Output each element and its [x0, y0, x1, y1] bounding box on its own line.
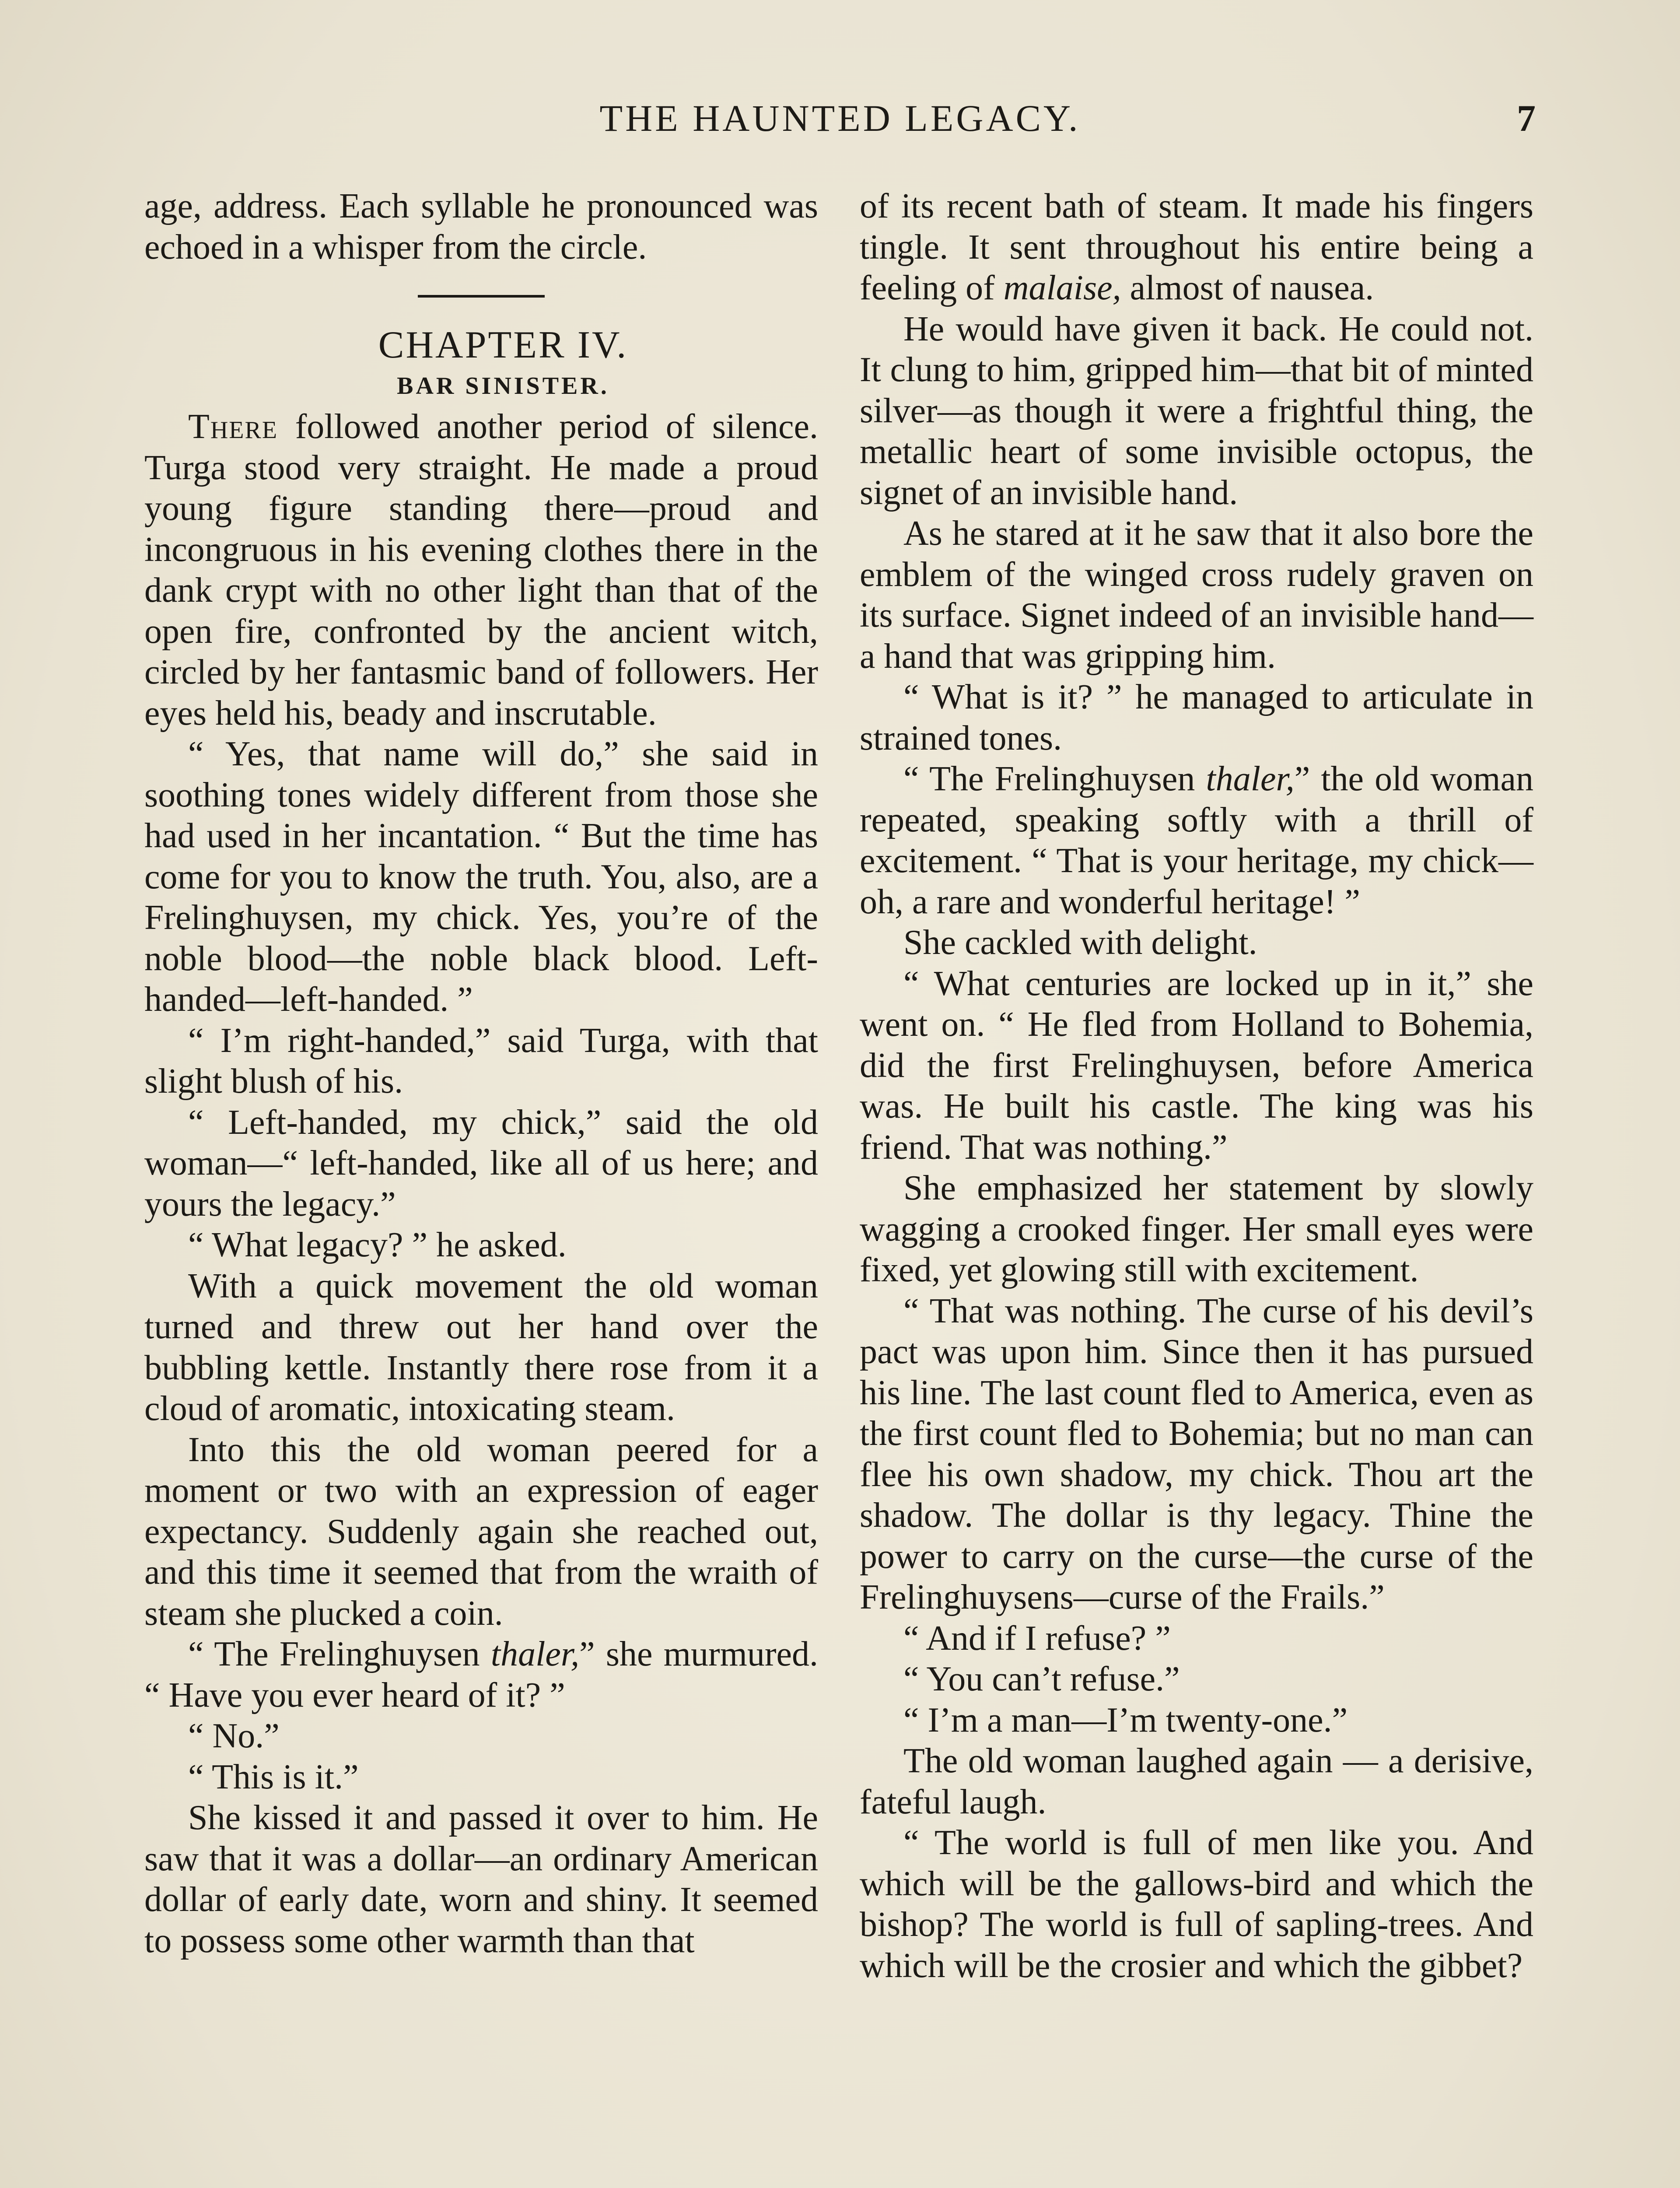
continued-text: of its recent bath of steam. It made his fingers tingle. It sent throughout his entire being a feeling of — [860, 187, 1533, 307]
right-column — [860, 186, 1533, 1986]
continued-paragraph — [860, 186, 1533, 309]
chapter-title: CHAPTER IV. — [378, 324, 628, 366]
paragraph: She cackled with delight. — [903, 923, 1257, 962]
paragraph: “ This is it.” — [188, 1757, 359, 1796]
paragraph: She emphasized her statement by slowly wagging a crooked finger. Her small eyes were fixed, yet glowing still with excitement. — [860, 1169, 1533, 1289]
italic-word: thaler, — [1206, 760, 1295, 798]
opening-text: followed another period of silence. Turga stood very straight. He made a proud young figure standing there—proud and incongruous in his evening clothes there in the dank crypt with no other light than that of the open fire, confronted by the ancient witch, circled by her fantasmic band of followers. Her eyes held his, beady and inscrutable. — [144, 407, 818, 733]
paragraph: “ What legacy? ” he asked. — [188, 1226, 567, 1264]
quote-end: ” the old woman repeated, speaking softly with a thrill of excitement. “ That is your heritage, my chick—oh, a rare and wonderful heritage! ” — [860, 760, 1533, 921]
opening-paragraph — [144, 407, 818, 734]
paragraph: He would have given it back. He could not. It clung to him, gripped him—that bit of minted silver—as though it were a frightful thing, the metallic heart of some invisible octopus, the signet of an invisible hand. — [860, 309, 1533, 512]
paragraph: The old woman laughed again — a derisive, fateful laugh. — [860, 1742, 1533, 1821]
left-column — [144, 186, 818, 1961]
paragraph: “ What is it? ” he managed to articulate in strained tones. — [860, 678, 1533, 757]
quote-end: ” she murmured. “ Have you ever heard of it? ” — [144, 1635, 819, 1715]
paragraph: She kissed it and passed it over to him. He saw that it was a dollar—an ordinary American dollar of early date, worn and shiny. It seemed to possess some other warmth than that — [144, 1799, 818, 1960]
paragraph — [144, 1634, 818, 1716]
paragraph: “ And if I refuse? ” — [903, 1619, 1171, 1658]
chapter-subtitle: BAR SINISTER. — [397, 372, 609, 400]
page-number: 7 — [1517, 97, 1536, 139]
paragraph: “ I’m a man—I’m twenty-one.” — [903, 1701, 1348, 1739]
opening-word: There — [188, 407, 278, 446]
paragraph: “ No.” — [188, 1717, 280, 1755]
quote-start: “ The Frelinghuysen — [188, 1635, 491, 1673]
paragraph: As he stared at it he saw that it also bore the emblem of the winged cross rudely graven on its surface. Signet indeed of an invisible hand—a hand that was gripping him. — [860, 514, 1533, 676]
paragraph: “ What centuries are locked up in it,” she went on. “ He fled from Holland to Bohemia, did the first Frelinghuysen, before America was. He built his castle. The king was his friend. That was nothing.” — [860, 964, 1533, 1167]
paragraph: Into this the old woman peered for a moment or two with an expression of eager expectancy. Suddenly again she reached out, and this time it seemed that from the wraith of steam she plucked a coin. — [144, 1430, 818, 1633]
paragraph: “ Left-handed, my chick,” said the old woman—“ left-handed, like all of us here; and yours the legacy.” — [144, 1103, 818, 1224]
paragraph: “ The world is full of men like you. And which will be the gallows-bird and which the bishop? The world is full of sapling-trees. And which will be the crosier and which the gibbet? — [860, 1823, 1533, 1985]
italic-word: thaler, — [490, 1635, 580, 1673]
italic-word: malaise, — [1003, 269, 1121, 307]
continued-text-end: almost of nausea. — [1121, 269, 1374, 307]
paragraph: “ I’m right-handed,” said Turga, with that slight blush of his. — [144, 1021, 818, 1101]
paragraph: “ That was nothing. The curse of his devil’s pact was upon him. Since then it has pursued his line. The last count fled to America, even as the first count fled to Bohemia; but no man can flee his own shadow, my chick. Thou art the shadow. The dollar is thy legacy. Thine the power to carry on the curse—the curse of the Frelinghuysens—curse of the Frails.” — [860, 1291, 1533, 1616]
page-header — [144, 96, 1536, 149]
running-title: THE HAUNTED LEGACY. — [599, 97, 1081, 139]
continued-paragraph: age, address. Each syllable he pronounced was echoed in a whisper from the circle. — [144, 187, 818, 266]
paragraph: With a quick movement the old woman turned and threw out her hand over the bubbling kettle. Instantly there rose from it a cloud of aromatic, intoxicating steam. — [144, 1266, 818, 1428]
paragraph: “ Yes, that name will do,” she said in soothing tones widely different from those she had used in her incantation. “ But the time has come for you to know the truth. You, also, are a Frelinghuysen, my chick. Yes, you’re of the noble blood—the noble black blood. Left-handed—left-handed. ” — [144, 735, 818, 1019]
quote-start: “ The Frelinghuysen — [903, 760, 1206, 798]
section-divider — [418, 295, 545, 298]
paragraph: “ You can’t refuse.” — [903, 1660, 1180, 1698]
paragraph — [860, 759, 1533, 922]
